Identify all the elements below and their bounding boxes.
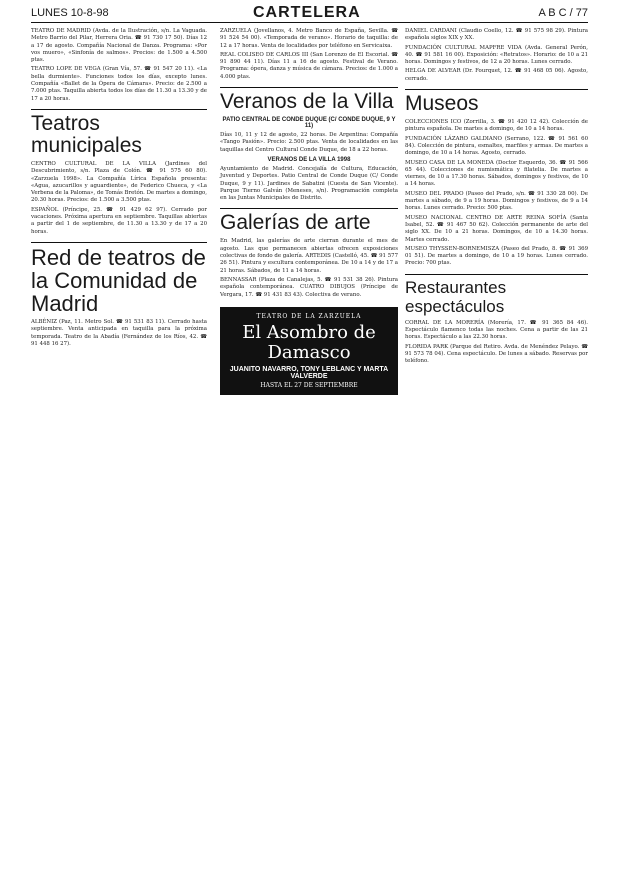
section-heading: Galerías de arte	[220, 208, 398, 234]
listing: HELGA DE ALVEAR (Dr. Fourquet, 12. ☎ 91 468 05 06). Agosto, cerrado.	[405, 68, 588, 82]
section-heading: Red de teatros de la Comunidad de Madrid	[31, 242, 207, 315]
listing: MUSEO NACIONAL CENTRO DE ARTE REINA SOFÍA (Santa Isabel, 52. ☎ 91 467 50 62). Colección permanente de arte del siglo XX. De 10 a 21 horas. Domingos, de 10 a 14.30 horas. Martes cerrado.	[405, 214, 588, 243]
listing: REAL COLISEO DE CARLOS III (San Lorenzo de El Escorial. ☎ 91 890 44 11). Días 11 a 16 de agosto. Festival de Verano. Programa: ópera, danza y música de cámara. Precios: de 1.000 a 4.000 ptas.	[220, 51, 398, 80]
ad-venue: TEATRO DE LA ZARZUELA	[256, 312, 362, 320]
listing: FLORIDA PARK (Parque del Retiro. Avda. de Menéndez Pelayo. ☎ 91 573 78 04). Cena espectáculo. De lunes a sábado. Reservas por teléfono.	[405, 343, 588, 365]
section-heading: Restaurantes espectáculos	[405, 274, 588, 316]
listing: ALBÉNIZ (Paz, 11. Metro Sol. ☎ 91 531 83 11). Cerrado hasta septiembre. Venta anticipada en taquilla para la próxima temporada. Teatro de la Abadía (Fernández de los Ríos, 42. ☎ 91 448 16 27).	[31, 318, 207, 347]
listing: DANIEL CARDANI (Claudio Coello, 12. ☎ 91 575 98 29). Pintura española siglos XIX y XX.	[405, 28, 588, 42]
listing: COLECCIONES ICO (Zorrilla, 3. ☎ 91 420 12 42). Colección de pintura española. De martes a domingo, de 10 a 14 horas.	[405, 119, 588, 133]
listing: CORRAL DE LA MORERÍA (Morería, 17. ☎ 91 365 84 46). Espectáculo flamenco todas las noches. Cena a partir de las 21 horas. Espectáculo a las 22.30 horas.	[405, 319, 588, 341]
listing: FUNDACIÓN CULTURAL MAPFRE VIDA (Avda. General Perón, 40. ☎ 91 581 16 00). Exposición: «Retratos». Horario: de 10 a 21 horas. Domingos y festivos, de 12 a 20 horas. Lunes cerrado.	[405, 44, 588, 66]
listing: TEATRO DE MADRID (Avda. de la Ilustración, s/n. La Vaguada. Metro Barrio del Pilar, Herrera Oria. ☎ 91 730 17 50). Días 12 a 17 de agosto. Compañía Nacional de Danza. Programa: «Por vos muero», «Sinfonía de salmos». Precios: de 1.500 a 4.500 ptas.	[31, 28, 207, 64]
issue-date: LUNES 10-8-98	[31, 7, 109, 19]
ad-cast: JUANITO NAVARRO, TONY LEBLANC Y MARTA VALVERDE	[229, 365, 389, 380]
listing: En Madrid, las galerías de arte cierran durante el mes de agosto. Las que permanecen abiertas ofrecen exposiciones colectivas de fondo de galería. ARTEDIS (Castelló, 45. ☎ 91 577 26 51). Pintura y escultura contemporánea. De 10 a 14 y de 17 a 21 horas. Sábados, de 11 a 14 horas.	[220, 238, 398, 274]
column-middle	[220, 28, 398, 395]
page-number: A B C / 77	[538, 7, 588, 19]
page-header	[31, 0, 588, 24]
subheading: VERANOS DE LA VILLA 1998	[267, 156, 351, 163]
section-heading: Veranos de la Villa	[220, 87, 398, 113]
listing: MUSEO DEL PRADO (Paseo del Prado, s/n. ☎ 91 330 28 00). De martes a sábado, de 9 a 19 horas. Domingos y festivos, de 9 a 14 horas. Lunes cerrado. Precio: 500 ptas.	[405, 190, 588, 212]
section-title: CARTELERA	[253, 4, 361, 21]
column-left	[31, 28, 207, 350]
listing: MUSEO CASA DE LA MONEDA (Doctor Esquerdo, 36. ☎ 91 566 65 44). Colecciones de numismática y filatelia. De martes a viernes, de 10 a 17.30 horas. Sábados, domingos y festivos, de 10 a 14 horas.	[405, 159, 588, 188]
section-heading: Museos	[405, 89, 588, 115]
listing: BENNASSAR (Plaza de Canalejas, 5. ☎ 91 531 38 26). Pintura española contemporánea. CUATRO DIBUJOS (Príncipe de Vergara, 17. ☎ 91 431 83 43). Colectiva de verano.	[220, 276, 398, 298]
listing: TEATRO LOPE DE VEGA (Gran Vía, 57. ☎ 91 547 20 11). «La bella durmiente». Funciones todos los días, excepto lunes. Compañía «Ballet de la Ópera de Cámara». Precio: de 2.500 a 7.000 ptas. Taquilla abierta todos los días de 11.30 a 13.30 y de 17 a 20 horas.	[31, 66, 207, 102]
advertisement	[220, 307, 398, 395]
listing: MUSEO THYSSEN-BORNEMISZA (Paseo del Prado, 8. ☎ 91 369 01 51). De martes a domingo, de 10 a 19 horas. Lunes cerrado. Precio: 700 ptas.	[405, 245, 588, 267]
ad-dates: HASTA EL 27 DE SEPTIEMBRE	[260, 381, 358, 389]
column-right	[405, 28, 588, 368]
listing: FUNDACIÓN LÁZARO GALDIANO (Serrano, 122. ☎ 91 561 60 84). Colección de pintura, esmaltes, marfiles y armas. De martes a domingo, de 10 a 14 horas. Agosto, cerrado.	[405, 135, 588, 157]
section-heading: Teatros municipales	[31, 109, 207, 157]
listing: ESPAÑOL (Príncipe, 25. ☎ 91 429 62 97). Cerrado por vacaciones. Próxima apertura en septiembre. Taquillas abiertas a partir del 1 de septiembre, de 11.30 a 13.30 y de 17 a 20 horas.	[31, 206, 207, 235]
listing: ZARZUELA (Jovellanos, 4. Metro Banco de España, Sevilla. ☎ 91 524 54 00). «Temporada de verano». Horario de taquilla: de 12 a 17 horas. Venta de localidades por teléfono en Servicaixa.	[220, 28, 398, 49]
ad-title: El Asombro de Damasco	[242, 321, 376, 363]
listing: CENTRO CULTURAL DE LA VILLA (Jardines del Descubrimiento, s/n. Plaza de Colón. ☎ 91 575 60 80). «Zarzuela 1998». La Compañía Lírica Española presenta: «Agua, azucarillos y aguardiente», de Federico Chueca, y «La Verbena de la Paloma», de Tomás Bretón. De martes a domingo, 20.30 horas. Precios: de 1.500 a 3.500 ptas.	[31, 160, 207, 204]
subheading: PATIO CENTRAL DE CONDE DUQUE (C/ CONDE DUQUE, 9 Y 11)	[222, 117, 396, 130]
header-rule	[31, 22, 588, 23]
listing: Días 10, 11 y 12 de agosto, 22 horas. De Argentina: Compañía «Tango Pasión». Precio: 2.500 ptas. Venta de localidades en las taquillas del Centro Cultural Conde Duque, de 18 a 22 horas.	[220, 132, 398, 153]
listing: Ayuntamiento de Madrid. Concejalía de Cultura, Educación, Juventud y Deportes. Patio Central de Conde Duque (C/ Conde Duque, 9 y 11). Jardines de Sabatini (Cuesta de San Vicente). Parque Tierno Galván (Meneses, s/n). Programación completa en las Juntas Municipales de Distrito.	[220, 165, 398, 202]
